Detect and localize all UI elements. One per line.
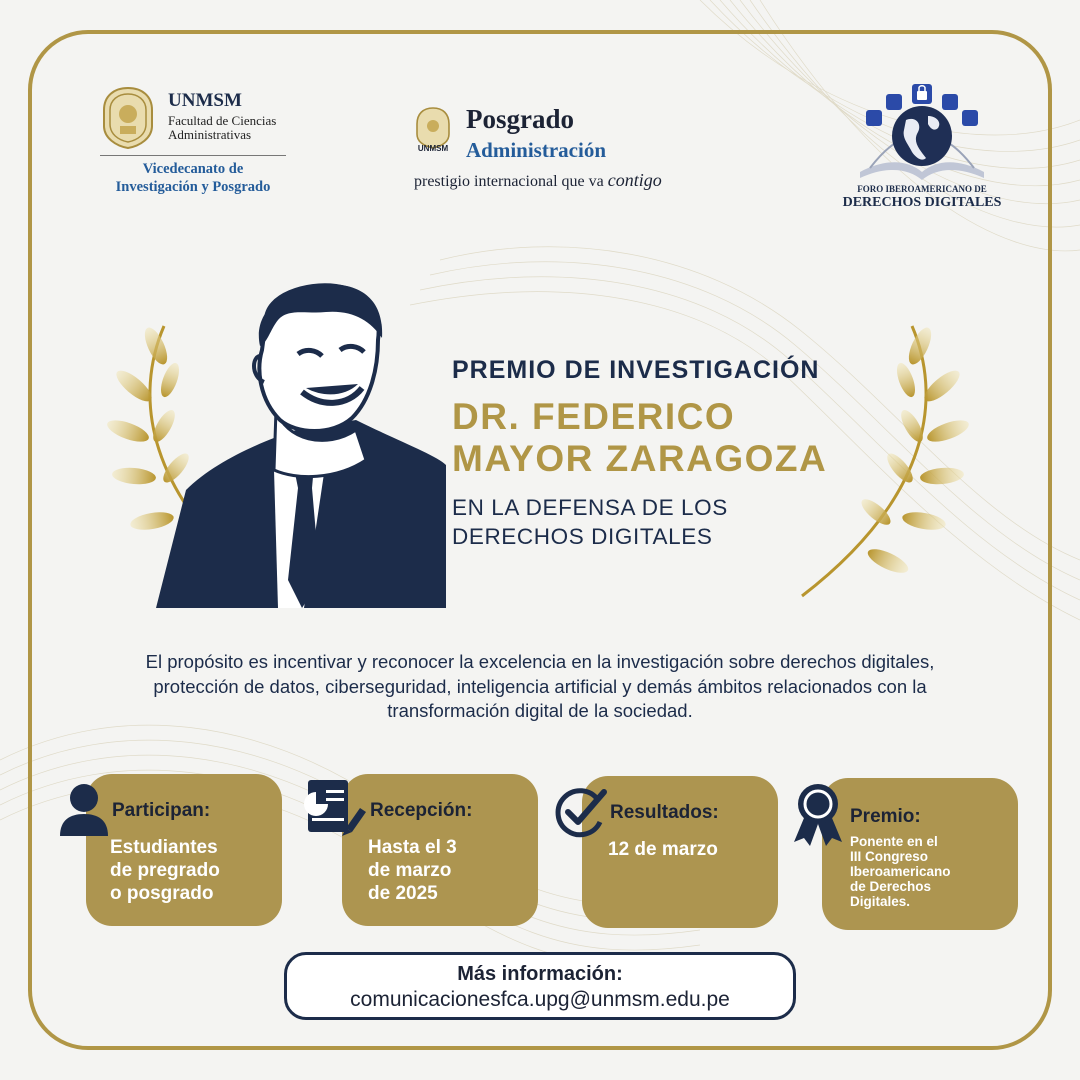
foro-name-line1: FORO IBEROAMERICANO DE xyxy=(857,184,987,194)
tagline-script: contigo xyxy=(607,170,662,190)
card-line: Digitales. xyxy=(850,894,911,909)
card-participants-title: Participan: xyxy=(112,800,211,821)
card-line: Iberoamericano xyxy=(850,864,951,879)
award-subtitle-line: DERECHOS DIGITALES xyxy=(452,524,713,549)
card-line: Ponente en el xyxy=(850,834,938,849)
card-participants-body xyxy=(110,836,220,905)
honoree-name-line: DR. FEDERICO xyxy=(452,396,736,437)
card-reception-title: Recepción: xyxy=(370,800,473,821)
foro-name-line2: DERECHOS DIGITALES xyxy=(842,195,1002,210)
award-kicker: PREMIO DE INVESTIGACIÓN xyxy=(452,356,820,384)
card-line: de marzo xyxy=(368,860,452,881)
card-reception-body xyxy=(368,836,457,905)
unmsm-office xyxy=(100,160,286,196)
posgrado-title: Posgrado xyxy=(466,104,574,134)
unmsm-faculty-line: Administrativas xyxy=(168,127,252,142)
unmsm-office-line: Investigación y Posgrado xyxy=(115,179,271,195)
unmsm-faculty-line: Facultad de Ciencias xyxy=(168,113,277,128)
document-icon xyxy=(298,778,368,838)
unmsm-office-line: Vicedecanato de xyxy=(142,161,244,177)
posgrado-logo xyxy=(414,100,734,200)
card-line: III Congreso xyxy=(850,849,929,864)
card-line: Hasta el 3 xyxy=(368,837,457,858)
check-circle-icon xyxy=(552,786,608,840)
honoree-name-line: MAYOR ZARAGOZA xyxy=(452,438,828,479)
university-seal-icon xyxy=(100,86,156,150)
award-ribbon-icon xyxy=(792,782,844,848)
award-honoree-name xyxy=(452,396,827,480)
posgrado-subtitle: Administración xyxy=(466,138,607,162)
card-prize-body xyxy=(850,834,951,909)
card-line: o posgrado xyxy=(110,883,214,904)
foro-logo xyxy=(836,80,1008,214)
more-info-title: Más información: xyxy=(457,963,623,985)
card-line: de 2025 xyxy=(368,883,438,904)
card-line: de Derechos xyxy=(850,879,932,894)
person-icon xyxy=(58,782,110,838)
card-line: de pregrado xyxy=(110,860,220,881)
card-results-title: Resultados: xyxy=(610,802,719,823)
more-info-box xyxy=(284,952,796,1020)
posgrado-tagline xyxy=(414,170,662,191)
card-line: Estudiantes xyxy=(110,837,218,858)
divider xyxy=(100,155,286,156)
unmsm-faculty xyxy=(168,114,276,142)
contact-email-link[interactable]: comunicacionesfca.upg@unmsm.edu.pe xyxy=(350,988,730,1011)
portrait-illustration xyxy=(156,280,446,608)
tagline-text: prestigio internacional que va xyxy=(414,173,604,190)
card-prize-title: Premio: xyxy=(850,806,921,827)
card-results-body xyxy=(608,838,718,861)
purpose-description: El propósito es incentivar y reconocer la excelencia en la investigación sobre derechos digitales, protección de datos, ciberseguridad, inteligencia artificial y demás ámbitos relacionados con la transformación digital de la sociedad. xyxy=(145,651,935,721)
posgrado-seal-label: UNMSM xyxy=(417,144,449,153)
digital-rights-globe-icon xyxy=(846,80,998,184)
card-line: 12 de marzo xyxy=(608,839,718,860)
unmsm-logo xyxy=(100,86,300,206)
award-subtitle-line: EN LA DEFENSA DE LOS xyxy=(452,495,728,520)
award-subtitle xyxy=(452,493,728,551)
unmsm-title: UNMSM xyxy=(168,90,242,111)
